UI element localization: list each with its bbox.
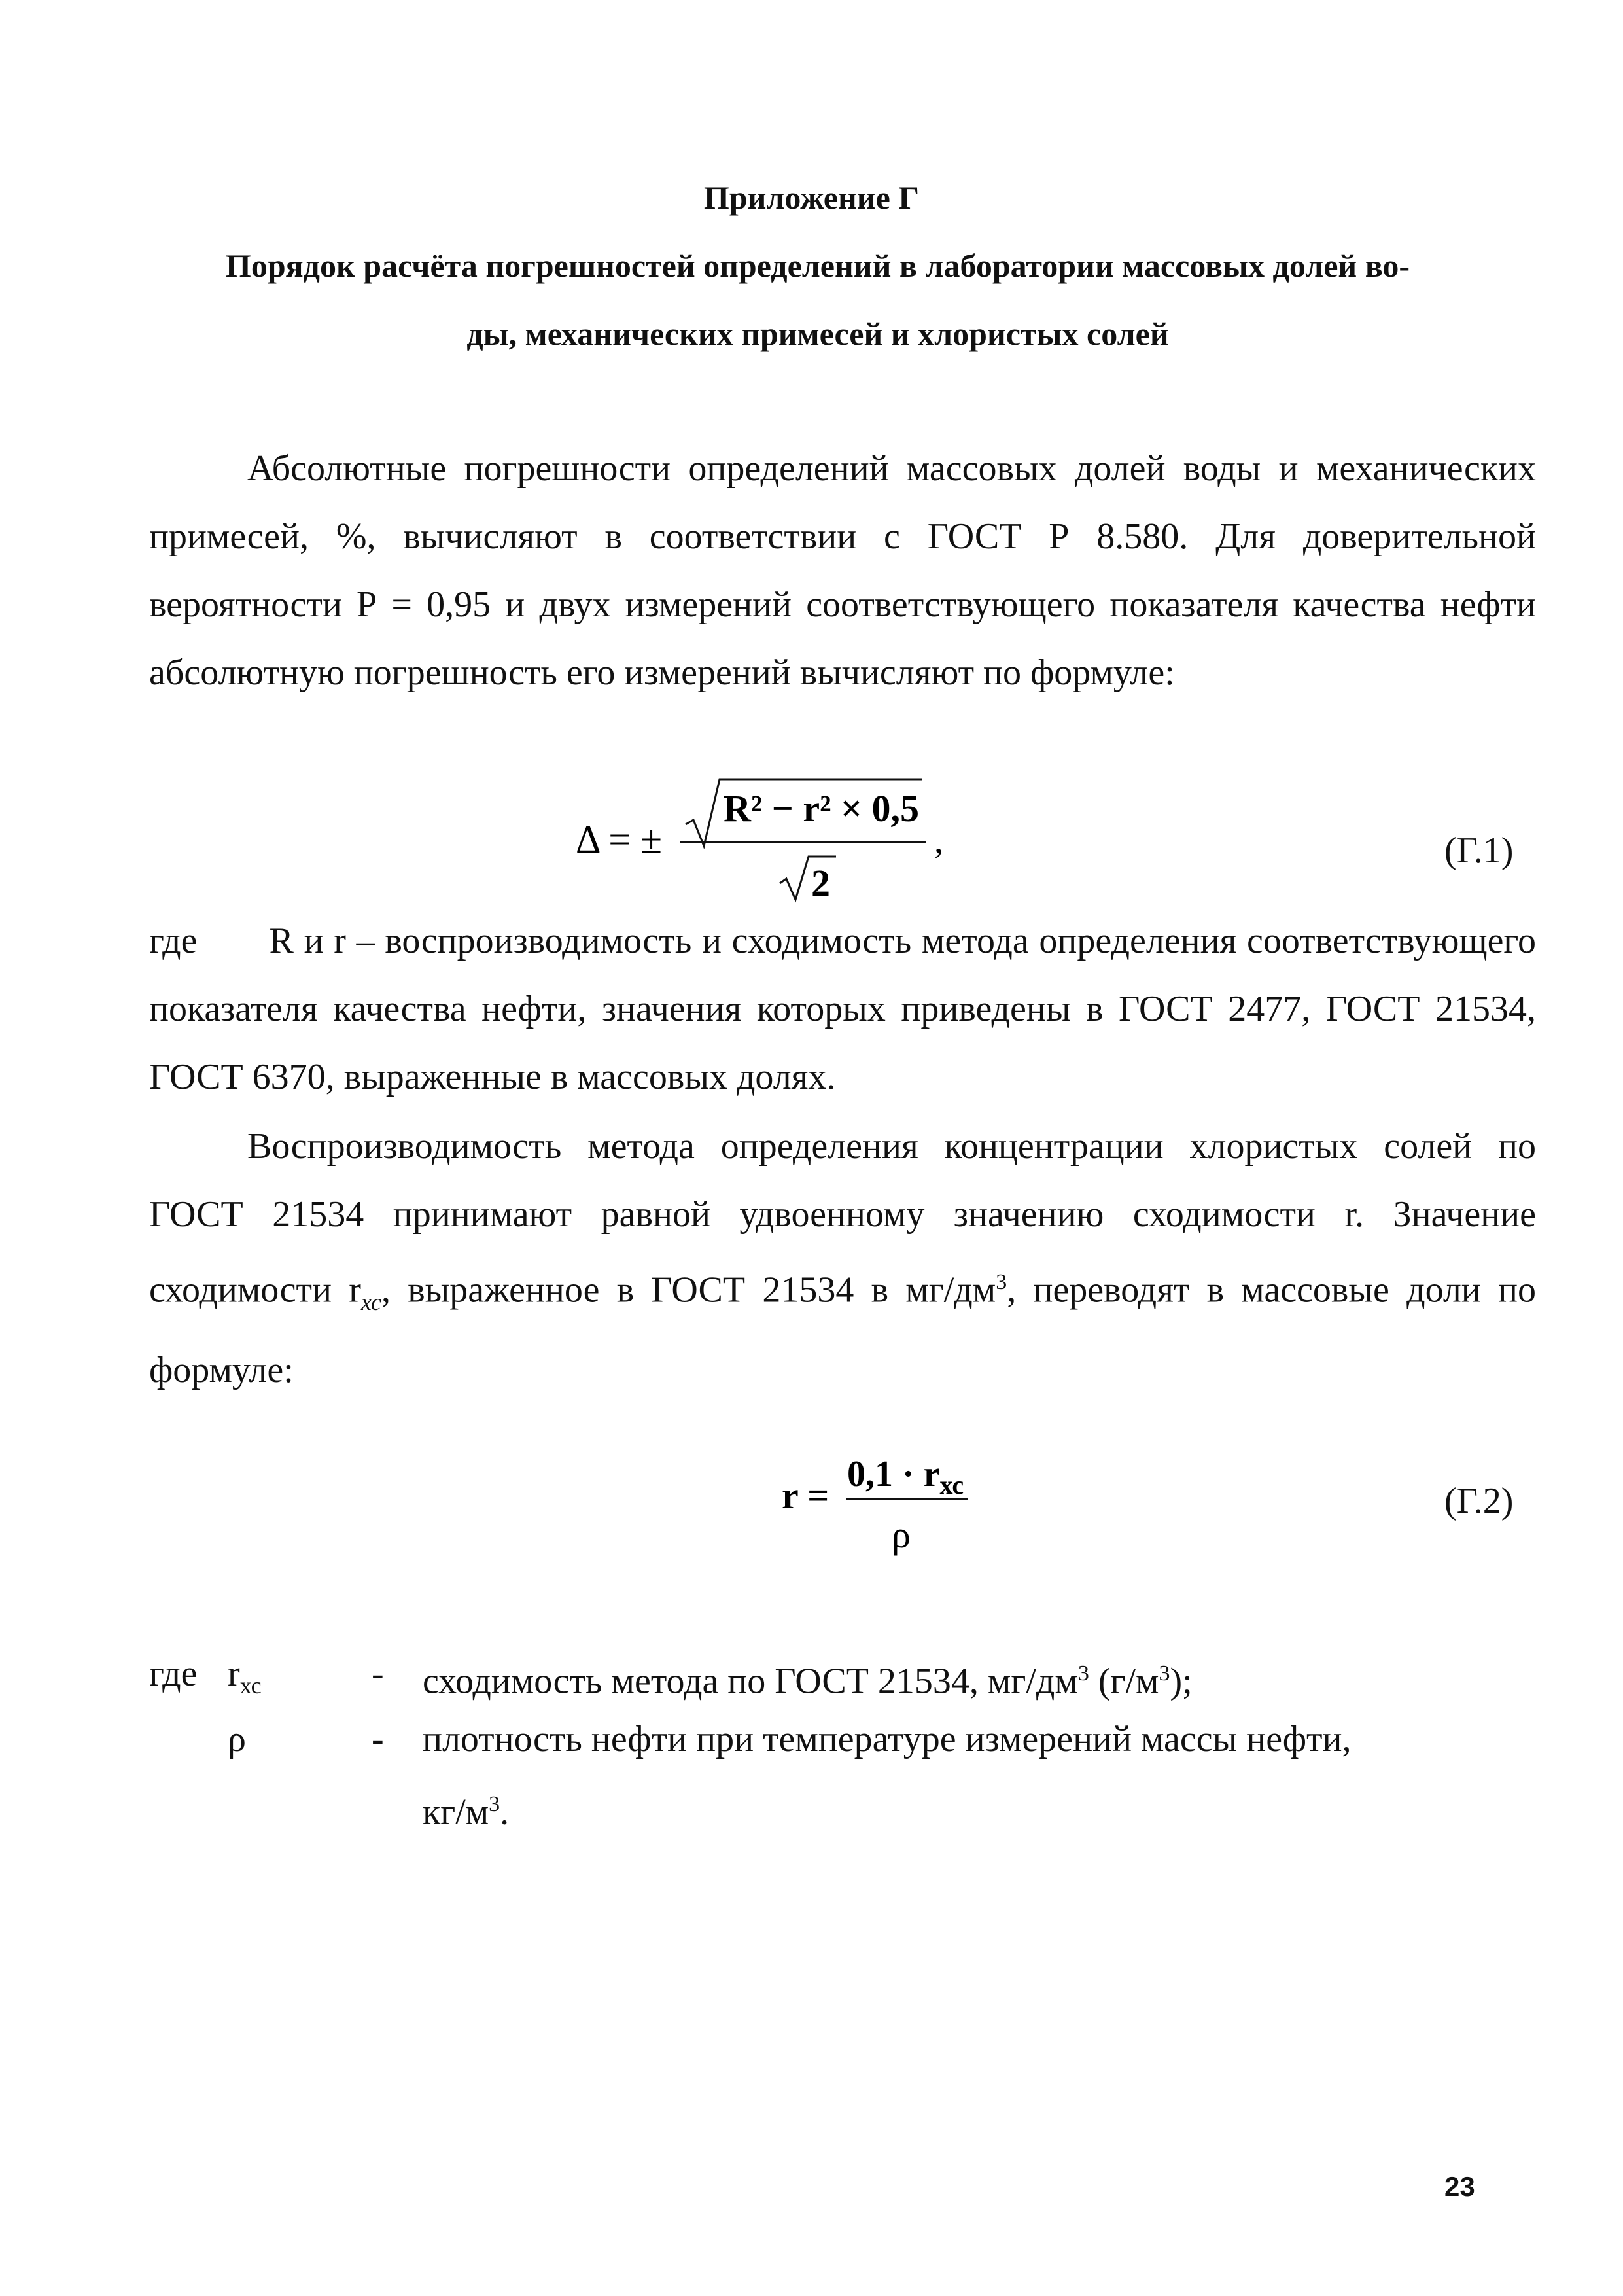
paragraph-3-superscript: 3: [996, 1270, 1007, 1294]
page-number: 23: [1444, 2171, 1475, 2202]
paragraph-3-part-1: Воспроизводимость метода определения концентрации хлористых солей по ГОСТ 21534 принимают равной удвоенному значению сходимости r. Значение сходимости r: [149, 1126, 1536, 1311]
definitions-list: [149, 1641, 1536, 1837]
symbol-r-subscript: хс: [239, 1672, 262, 1699]
formula-g2-graphic: [782, 1449, 998, 1567]
formula-g1-denominator: 2: [811, 862, 830, 904]
definition-symbol-rho: ρ: [228, 1719, 246, 1759]
symbol-r: r: [228, 1653, 240, 1694]
definition-text-rxc: [423, 1641, 1535, 1714]
section-title-line-2: ды, механических примесей и хлористых солей: [466, 315, 1169, 352]
formula-g1-numerator: R² − r² × 0,5: [724, 787, 920, 830]
formula-g2-denominator: ρ: [892, 1513, 911, 1556]
paragraph-3-part-3: , переводят в массовые доли по формуле:: [149, 1269, 1537, 1390]
definition-dash: -: [372, 1719, 384, 1759]
definition-text-rho: плотность нефти при температуре измерений массы нефти,: [423, 1719, 1352, 1759]
equation-number-g2: (Г.2): [1444, 1481, 1514, 1521]
formula-g2-numerator-sub: хс: [939, 1470, 964, 1500]
formula-g2-numerator: [847, 1454, 964, 1500]
formula-g1-comma: ,: [934, 821, 943, 861]
definition-rxc-sup-b: 3: [1159, 1661, 1170, 1686]
section-title-line-1: Порядок расчёта погрешностей определений в лаборатории массовых долей во-: [225, 247, 1410, 284]
definition-rxc-sup-a: 3: [1077, 1661, 1089, 1686]
appendix-title: Приложение Г: [703, 179, 920, 216]
definition-rho-end: .: [500, 1792, 510, 1833]
definition-rxc-part-a: сходимость метода по ГОСТ 21534, мг/дм: [423, 1661, 1078, 1702]
paragraph-1-text: Абсолютные погрешности определений массовых долей воды и механических примесей, %, вычисляют в соответствии с ГОСТ Р 8.580. Для доверительной вероятности Р = 0,95 и двух измерений соответствующего показателя качества нефти абсолютную погрешность его измерений вычисляют по формуле:: [149, 448, 1536, 693]
definition-rho-units-sup: 3: [489, 1792, 500, 1816]
definition-row-rxc: [149, 1641, 1536, 1706]
formula-g1-lhs: Δ = ±: [576, 818, 663, 861]
definition-rxc-part-b: (г/м: [1089, 1661, 1159, 1702]
definition-rxc-part-c: );: [1170, 1661, 1193, 1702]
where-label: где: [149, 1653, 198, 1694]
paragraph-3: [149, 1112, 1536, 1404]
paragraph-3-part-2: , выраженное в ГОСТ 21534 в мг/дм: [381, 1269, 996, 1311]
definition-dash: -: [372, 1653, 384, 1694]
paragraph-2: [149, 907, 1545, 1111]
definition-row-rho-continued: [149, 1772, 1536, 1837]
paragraph-1: [149, 434, 1536, 707]
definition-rho-units: кг/м: [423, 1792, 489, 1833]
paragraph-2-text: где R и r – воспроизводимость и сходимость метода определения соответствующего показателя качества нефти, значения которых приведены в ГОСТ 2477, ГОСТ 21534, ГОСТ 6370, выраженные в массовых долях.: [149, 921, 1545, 1097]
definition-text-rho-units: [423, 1772, 509, 1845]
equation-number-g1: (Г.1): [1444, 830, 1514, 871]
formula-g1: [576, 769, 942, 906]
formula-g2: [782, 1449, 998, 1567]
paragraph-3-text: [149, 1112, 1536, 1404]
formula-g2-lhs: r =: [782, 1474, 829, 1517]
paragraph-3-subscript: хс: [360, 1288, 381, 1315]
formula-g2-numerator-main: 0,1 · r: [847, 1454, 940, 1494]
formula-g1-graphic: [576, 769, 942, 906]
definition-row-rho: [149, 1706, 1536, 1772]
